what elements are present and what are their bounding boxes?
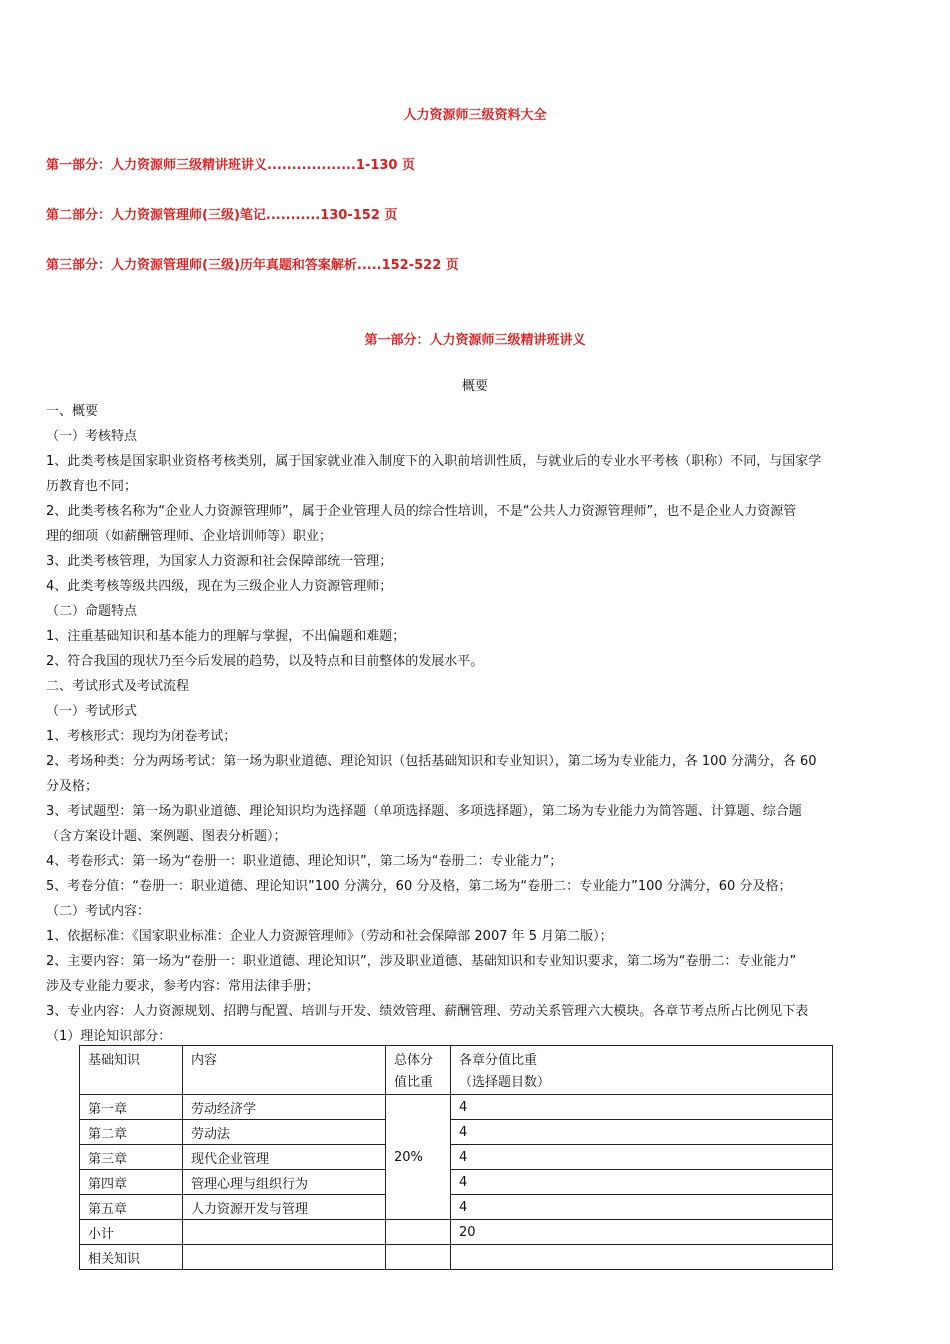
table-cell-count: 4 (451, 1170, 833, 1195)
table-related-row (80, 1245, 833, 1270)
body-line: 4、考卷形式：第一场为“卷册一：职业道德、理论知识”，第二场为“卷册二：专业能力”； (46, 854, 563, 869)
table-cell-subtotal-label: 小计 (80, 1220, 183, 1245)
toc-item-1: 第一部分：人力资源师三级精讲班讲义..................1-130 页 (46, 158, 415, 173)
body-line: 4、此类考核等级共四级，现在为三级企业人力资源管理师； (46, 579, 393, 594)
table-header-row (80, 1046, 833, 1095)
table-cell-count: 4 (451, 1195, 833, 1220)
table-row (80, 1170, 833, 1195)
table-cell-related-label: 相关知识 (80, 1245, 183, 1270)
body-line: 3、此类考核管理，为国家人力资源和社会保障部统一管理； (46, 554, 393, 569)
document-title: 人力资源师三级资料大全 (403, 108, 547, 123)
table-row (80, 1145, 833, 1170)
table-cell-content: 人力资源开发与管理 (183, 1195, 386, 1220)
table-cell-subtotal-value: 20 (451, 1220, 833, 1245)
table-cell-empty (386, 1220, 451, 1245)
table-cell-content: 劳动经济学 (183, 1095, 386, 1120)
table-cell-count: 4 (451, 1145, 833, 1170)
table-cell-chapter: 第三章 (80, 1145, 183, 1170)
body-line: 分及格； (46, 779, 99, 794)
table-cell-content: 现代企业管理 (183, 1145, 386, 1170)
body-line: （一）考试形式 (46, 704, 138, 719)
table-cell-chapter: 第二章 (80, 1120, 183, 1145)
body-line: 3、考试题型：第一场为职业道德、理论知识均为选择题（单项选择题、多项选择题），第二场为专业能力为简答题、计算题、综合题 (46, 804, 802, 819)
body-line: 3、专业内容：人力资源规划、招聘与配置、培训与开发、绩效管理、薪酬管理、劳动关系管理六大模块。各章节考点所占比例见下表 (46, 1004, 809, 1019)
table-cell-count: 4 (451, 1120, 833, 1145)
table-cell-empty (183, 1220, 386, 1245)
body-line: 2、主要内容：第一场为“卷册一：职业道德、理论知识”，涉及职业道德、基础知识和专业知识要求，第二场为“卷册二：专业能力” (46, 954, 797, 969)
table-subtotal-row (80, 1220, 833, 1245)
table-cell-content: 管理心理与组织行为 (183, 1170, 386, 1195)
header-chapter-weight: 各章分值比重 （选择题目数） (451, 1046, 833, 1095)
table-cell-overall-weight: 20% (386, 1095, 451, 1220)
body-line: 1、此类考核是国家职业资格考核类别，属于国家就业准入制度下的入职前培训性质，与就业后的专业水平考核（职称）不同，与国家学 (46, 454, 822, 469)
toc-item-2: 第二部分：人力资源管理师(三级)笔记...........130-152 页 (46, 208, 398, 223)
table-cell-empty (451, 1245, 833, 1270)
table-cell-content: 劳动法 (183, 1120, 386, 1145)
overview-heading: 概要 (461, 379, 488, 394)
body-line: 2、考场种类：分为两场考试：第一场为职业道德、理论知识（包括基础知识和专业知识），第二场为专业能力，各 100 分满分，各 60 (46, 754, 817, 769)
body-line: 二、考试形式及考试流程 (46, 679, 190, 694)
body-line: 理的细项（如薪酬管理师、企业培训师等）职业； (46, 529, 333, 544)
body-line: 2、此类考核名称为“企业人力资源管理师”，属于企业管理人员的综合性培训，不是“公共人力资源管理师”，也不是企业人力资源管 (46, 504, 797, 519)
body-line: 历教育也不同； (46, 479, 138, 494)
body-line: （含方案设计题、案例题、图表分析题）； (46, 829, 287, 844)
table-row (80, 1195, 833, 1220)
table-cell-chapter: 第四章 (80, 1170, 183, 1195)
body-line: （一）考核特点 (46, 429, 138, 444)
body-line: 1、考核形式：现均为闭卷考试； (46, 729, 237, 744)
toc-item-3: 第三部分：人力资源管理师(三级)历年真题和答案解析.....152-522 页 (46, 258, 459, 273)
table-cell-chapter: 第一章 (80, 1095, 183, 1120)
table-cell-count: 4 (451, 1095, 833, 1120)
body-line: （二）考试内容： (46, 904, 151, 919)
body-line: 5、考卷分值：“卷册一：职业道德、理论知识”100 分满分，60 分及格，第二场为“卷册二：专业能力”100 分满分，60 分及格； (46, 879, 792, 894)
header-overall-weight: 总体分 值比重 (386, 1046, 451, 1095)
body-line: 2、符合我国的现状乃至今后发展的趋势，以及特点和目前整体的发展水平。 (46, 654, 484, 669)
body-line: 1、依据标准：《国家职业标准：企业人力资源管理师》（劳动和社会保障部 2007 年 5 月第二版）； (46, 929, 613, 944)
body-line: （1）理论知识部分： (46, 1029, 172, 1044)
header-basic-knowledge: 基础知识 (80, 1046, 183, 1095)
table-cell-chapter: 第五章 (80, 1195, 183, 1220)
table-row (80, 1095, 833, 1120)
table-cell-empty (183, 1245, 386, 1270)
table-cell-empty (386, 1245, 451, 1270)
body-line: 1、注重基础知识和基本能力的理解与掌握，不出偏题和难题； (46, 629, 406, 644)
header-content: 内容 (183, 1046, 386, 1095)
body-line: 一、概要 (46, 404, 99, 419)
body-line: （二）命题特点 (46, 604, 138, 619)
table-row (80, 1120, 833, 1145)
score-weight-table (79, 1045, 833, 1270)
body-line: 涉及专业能力要求，参考内容：常用法律手册； (46, 979, 320, 994)
section-title: 第一部分：人力资源师三级精讲班讲义 (364, 333, 586, 348)
